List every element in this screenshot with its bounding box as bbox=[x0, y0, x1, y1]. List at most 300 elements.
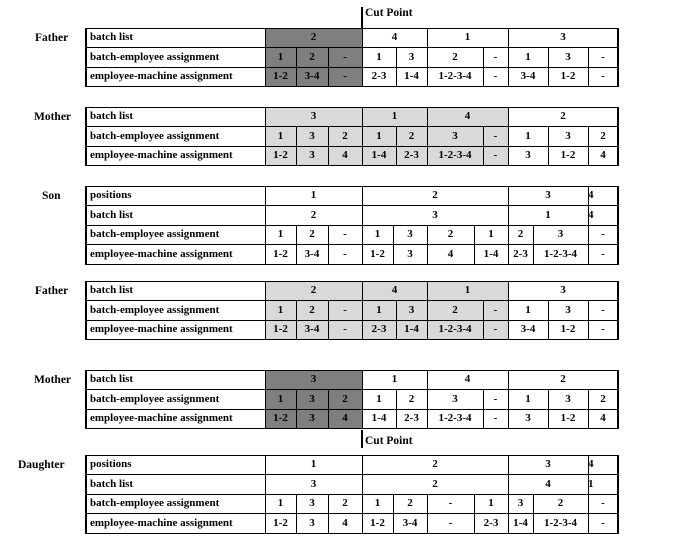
cell-divider bbox=[588, 409, 589, 429]
gene-cell: 1-2 bbox=[548, 409, 588, 429]
cell-divider bbox=[427, 301, 428, 321]
cell-divider bbox=[427, 370, 428, 390]
cell-divider bbox=[328, 225, 329, 245]
gene-cell: 1 bbox=[265, 455, 362, 475]
row-line bbox=[86, 494, 618, 495]
gene-cell: 3-4 bbox=[296, 67, 328, 87]
row-line bbox=[86, 455, 618, 456]
gene-cell: 1-2-3-4 bbox=[427, 146, 483, 166]
cell-divider bbox=[588, 127, 589, 147]
row-header: batch-employee assignment bbox=[90, 129, 220, 142]
gene-cell: 2 bbox=[393, 494, 427, 514]
gene-cell: 3 bbox=[265, 475, 362, 495]
cell-divider bbox=[362, 475, 363, 495]
cell-divider bbox=[362, 301, 363, 321]
cell-divider bbox=[328, 390, 329, 410]
gene-cell: 1-2 bbox=[362, 514, 393, 534]
cell-divider bbox=[508, 281, 509, 301]
gene-cell: - bbox=[483, 409, 508, 429]
header-divider bbox=[265, 186, 266, 206]
cell-divider bbox=[508, 28, 509, 48]
header-divider bbox=[265, 127, 266, 147]
gene-cell: 4 bbox=[588, 146, 618, 166]
gene-cell: 3 bbox=[296, 146, 328, 166]
gene-cell: 2 bbox=[296, 48, 328, 68]
gene-cell: 1 bbox=[474, 494, 508, 514]
cell-divider bbox=[296, 390, 297, 410]
row-line bbox=[86, 281, 618, 282]
gene-cell: 3 bbox=[296, 494, 328, 514]
gene-cell: - bbox=[328, 225, 362, 245]
cell-divider bbox=[508, 455, 509, 475]
table-bottom-line bbox=[86, 86, 618, 87]
header-divider bbox=[265, 455, 266, 475]
cell-divider bbox=[508, 514, 509, 534]
gene-cell: - bbox=[588, 494, 618, 514]
gene-cell: 2 bbox=[427, 225, 474, 245]
table-border bbox=[617, 455, 619, 534]
gene-cell: 1-2 bbox=[548, 67, 588, 87]
gene-cell: 2 bbox=[296, 225, 328, 245]
cell-divider bbox=[548, 146, 549, 166]
row-header: employee-machine assignment bbox=[90, 247, 233, 260]
cell-divider bbox=[483, 390, 484, 410]
gene-cell: 1 bbox=[427, 28, 508, 48]
gene-cell: 1 bbox=[362, 107, 427, 127]
gene-cell: 1-2-3-4 bbox=[533, 514, 588, 534]
cell-divider bbox=[588, 514, 589, 534]
gene-cell: 2 bbox=[427, 301, 483, 321]
row-header: batch list bbox=[90, 208, 134, 221]
cell-divider bbox=[483, 67, 484, 87]
cell-divider bbox=[396, 390, 397, 410]
gene-cell: 3 bbox=[427, 390, 483, 410]
cell-divider bbox=[296, 514, 297, 534]
cell-divider bbox=[508, 409, 509, 429]
row-line bbox=[86, 409, 618, 410]
gene-cell: 3 bbox=[508, 494, 533, 514]
row-header: positions bbox=[90, 189, 132, 202]
header-divider bbox=[265, 409, 266, 429]
gene-cell: 3 bbox=[396, 48, 427, 68]
gene-cell: 1 bbox=[265, 494, 296, 514]
row-line bbox=[86, 146, 618, 147]
header-divider bbox=[265, 67, 266, 87]
gene-cell: 2 bbox=[588, 390, 618, 410]
cell-divider bbox=[533, 245, 534, 265]
gene-cell: 2-3 bbox=[362, 67, 396, 87]
cell-divider bbox=[396, 301, 397, 321]
gene-cell: 4 bbox=[427, 107, 508, 127]
gene-cell: 4 bbox=[328, 146, 362, 166]
cut-point-label: Cut Point bbox=[365, 435, 413, 447]
cell-divider bbox=[362, 206, 363, 226]
gene-cell: 1-2-3-4 bbox=[427, 409, 483, 429]
gene-cell: 4 bbox=[588, 455, 594, 475]
header-divider bbox=[265, 475, 266, 495]
cell-divider bbox=[508, 127, 509, 147]
cell-divider bbox=[548, 48, 549, 68]
individual-label: Son bbox=[42, 190, 61, 202]
cell-divider bbox=[483, 146, 484, 166]
gene-cell: 3 bbox=[508, 281, 618, 301]
gene-cell: 4 bbox=[362, 28, 427, 48]
cell-divider bbox=[508, 67, 509, 87]
gene-cell: - bbox=[588, 48, 618, 68]
cell-divider bbox=[362, 455, 363, 475]
cell-divider bbox=[588, 390, 589, 410]
cell-divider bbox=[427, 146, 428, 166]
gene-cell: 1 bbox=[362, 301, 396, 321]
cell-divider bbox=[296, 48, 297, 68]
cell-divider bbox=[362, 494, 363, 514]
gene-cell: 2 bbox=[265, 28, 362, 48]
cell-divider bbox=[427, 28, 428, 48]
row-line bbox=[86, 474, 618, 475]
gene-cell: - bbox=[328, 67, 362, 87]
gene-cell: 3 bbox=[548, 48, 588, 68]
cell-divider bbox=[328, 409, 329, 429]
cell-divider bbox=[362, 146, 363, 166]
cell-divider bbox=[362, 48, 363, 68]
gene-cell: 4 bbox=[427, 245, 474, 265]
cell-divider bbox=[508, 146, 509, 166]
cell-divider bbox=[427, 107, 428, 127]
gene-cell: 1 bbox=[508, 48, 548, 68]
gene-cell: 1-2 bbox=[265, 514, 296, 534]
cell-divider bbox=[508, 494, 509, 514]
header-divider bbox=[265, 206, 266, 226]
gene-cell: 4 bbox=[508, 475, 588, 495]
cell-divider bbox=[588, 455, 589, 475]
gene-cell: 2 bbox=[396, 390, 427, 410]
individual-label: Mother bbox=[34, 111, 72, 123]
cell-divider bbox=[588, 494, 589, 514]
cell-divider bbox=[328, 146, 329, 166]
cell-divider bbox=[362, 67, 363, 87]
gene-cell: 1-2 bbox=[548, 320, 588, 340]
cell-divider bbox=[508, 475, 509, 495]
row-line bbox=[86, 107, 618, 108]
gene-cell: 2 bbox=[328, 390, 362, 410]
gene-cell: 4 bbox=[328, 409, 362, 429]
cell-divider bbox=[396, 67, 397, 87]
header-divider bbox=[265, 48, 266, 68]
header-divider bbox=[265, 301, 266, 321]
header-divider bbox=[265, 245, 266, 265]
table-bottom-line bbox=[86, 339, 618, 340]
gene-cell: 3 bbox=[296, 514, 328, 534]
cell-divider bbox=[588, 475, 589, 495]
gene-cell: 3 bbox=[362, 206, 508, 226]
individual-label: Father bbox=[35, 32, 69, 44]
gene-cell: 1 bbox=[508, 390, 548, 410]
cell-divider bbox=[588, 67, 589, 87]
row-line bbox=[86, 67, 618, 68]
gene-cell: 3 bbox=[296, 127, 328, 147]
gene-cell: 1-2-3-4 bbox=[533, 245, 588, 265]
cell-divider bbox=[474, 494, 475, 514]
gene-cell: 2 bbox=[427, 48, 483, 68]
row-header: employee-machine assignment bbox=[90, 412, 233, 425]
gene-cell: 4 bbox=[588, 409, 618, 429]
gene-cell: 1 bbox=[362, 48, 396, 68]
gene-cell: 2-3 bbox=[396, 146, 427, 166]
header-divider bbox=[265, 320, 266, 340]
cell-divider bbox=[474, 245, 475, 265]
cell-divider bbox=[393, 514, 394, 534]
table-bottom-line bbox=[86, 165, 618, 166]
cell-divider bbox=[548, 67, 549, 87]
gene-cell: 3 bbox=[393, 225, 427, 245]
cell-divider bbox=[362, 281, 363, 301]
cell-divider bbox=[508, 206, 509, 226]
cell-divider bbox=[508, 245, 509, 265]
gene-cell: 1 bbox=[362, 127, 396, 147]
gene-cell: 3 bbox=[508, 455, 588, 475]
row-header: batch-employee assignment bbox=[90, 303, 220, 316]
gene-cell: - bbox=[483, 320, 508, 340]
gene-cell: 1 bbox=[265, 48, 296, 68]
table-border bbox=[85, 281, 87, 341]
row-header: batch-employee assignment bbox=[90, 497, 220, 510]
gene-cell: 3 bbox=[296, 390, 328, 410]
table-border bbox=[617, 28, 619, 88]
row-line bbox=[86, 205, 618, 206]
gene-cell: 3 bbox=[533, 225, 588, 245]
table-border bbox=[617, 370, 619, 430]
cell-divider bbox=[328, 320, 329, 340]
row-line bbox=[86, 28, 618, 29]
gene-cell: 4 bbox=[588, 186, 594, 206]
gene-cell: - bbox=[328, 301, 362, 321]
cell-divider bbox=[427, 494, 428, 514]
gene-cell: 3 bbox=[265, 370, 362, 390]
cell-divider bbox=[508, 370, 509, 390]
cell-divider bbox=[427, 245, 428, 265]
cell-divider bbox=[588, 225, 589, 245]
table-border bbox=[85, 28, 87, 88]
row-header: batch list bbox=[90, 477, 134, 490]
cell-divider bbox=[362, 225, 363, 245]
gene-cell: 2 bbox=[328, 127, 362, 147]
gene-cell: 3-4 bbox=[393, 514, 427, 534]
gene-cell: 2 bbox=[508, 225, 533, 245]
cell-divider bbox=[296, 245, 297, 265]
individual-label: Father bbox=[35, 285, 69, 297]
gene-cell: 1 bbox=[508, 301, 548, 321]
cell-divider bbox=[396, 409, 397, 429]
cell-divider bbox=[328, 301, 329, 321]
cut-point-line bbox=[361, 430, 363, 448]
gene-cell: - bbox=[588, 514, 618, 534]
table-bottom-line bbox=[86, 533, 618, 534]
cell-divider bbox=[296, 494, 297, 514]
row-line bbox=[86, 244, 618, 245]
row-line bbox=[86, 47, 618, 48]
gene-cell: - bbox=[328, 48, 362, 68]
gene-cell: 1-4 bbox=[396, 320, 427, 340]
cell-divider bbox=[362, 409, 363, 429]
cell-divider bbox=[362, 186, 363, 206]
cell-divider bbox=[483, 320, 484, 340]
gene-cell: - bbox=[483, 301, 508, 321]
cell-divider bbox=[548, 409, 549, 429]
gene-cell: 1 bbox=[508, 127, 548, 147]
cell-divider bbox=[483, 409, 484, 429]
gene-cell: 3 bbox=[548, 127, 588, 147]
cell-divider bbox=[588, 206, 589, 226]
cell-divider bbox=[483, 127, 484, 147]
cell-divider bbox=[588, 48, 589, 68]
gene-cell: 1-4 bbox=[362, 146, 396, 166]
cell-divider bbox=[296, 127, 297, 147]
row-line bbox=[86, 225, 618, 226]
gene-cell: 2-3 bbox=[396, 409, 427, 429]
gene-cell: - bbox=[427, 494, 474, 514]
cell-divider bbox=[508, 390, 509, 410]
gene-cell: 2 bbox=[362, 455, 508, 475]
cell-divider bbox=[393, 494, 394, 514]
table-border bbox=[85, 370, 87, 430]
gene-cell: 2 bbox=[396, 127, 427, 147]
gene-cell: 2 bbox=[328, 494, 362, 514]
gene-cell: 4 bbox=[328, 514, 362, 534]
cell-divider bbox=[474, 225, 475, 245]
header-divider bbox=[265, 225, 266, 245]
cell-divider bbox=[427, 281, 428, 301]
header-divider bbox=[265, 146, 266, 166]
gene-cell: 1-2 bbox=[548, 146, 588, 166]
gene-cell: 1 bbox=[362, 370, 427, 390]
cell-divider bbox=[427, 514, 428, 534]
cell-divider bbox=[533, 514, 534, 534]
row-line bbox=[86, 126, 618, 127]
cell-divider bbox=[296, 67, 297, 87]
gene-cell: 1-2-3-4 bbox=[427, 320, 483, 340]
cell-divider bbox=[362, 370, 363, 390]
cell-divider bbox=[588, 146, 589, 166]
cell-divider bbox=[362, 107, 363, 127]
individual-label: Mother bbox=[34, 374, 72, 386]
row-header: employee-machine assignment bbox=[90, 149, 233, 162]
gene-cell: 1 bbox=[508, 206, 588, 226]
row-header: batch-employee assignment bbox=[90, 50, 220, 63]
gene-cell: 1 bbox=[427, 281, 508, 301]
cell-divider bbox=[362, 320, 363, 340]
gene-cell: 1-2-3-4 bbox=[427, 67, 483, 87]
gene-cell: 2 bbox=[362, 186, 508, 206]
cell-divider bbox=[296, 225, 297, 245]
row-header: employee-machine assignment bbox=[90, 70, 233, 83]
gene-cell: 1-2 bbox=[362, 245, 393, 265]
gene-cell: 3 bbox=[393, 245, 427, 265]
row-header: batch-employee assignment bbox=[90, 392, 220, 405]
cell-divider bbox=[362, 245, 363, 265]
cell-divider bbox=[427, 409, 428, 429]
gene-cell: - bbox=[483, 67, 508, 87]
header-divider bbox=[265, 390, 266, 410]
gene-cell: 3 bbox=[508, 186, 588, 206]
header-divider bbox=[265, 514, 266, 534]
row-header: employee-machine assignment bbox=[90, 516, 233, 529]
gene-cell: 1 bbox=[265, 225, 296, 245]
gene-cell: 1 bbox=[265, 186, 362, 206]
cell-divider bbox=[296, 320, 297, 340]
gene-cell: 2-3 bbox=[362, 320, 396, 340]
cell-divider bbox=[427, 390, 428, 410]
cell-divider bbox=[588, 301, 589, 321]
cut-point-label: Cut Point bbox=[365, 7, 413, 19]
cell-divider bbox=[588, 245, 589, 265]
gene-cell: 1 bbox=[588, 475, 594, 495]
cell-divider bbox=[427, 225, 428, 245]
gene-cell: 3 bbox=[548, 301, 588, 321]
row-header: batch-employee assignment bbox=[90, 228, 220, 241]
table-border bbox=[85, 186, 87, 265]
cell-divider bbox=[533, 225, 534, 245]
cell-divider bbox=[393, 225, 394, 245]
cell-divider bbox=[393, 245, 394, 265]
table-border bbox=[85, 455, 87, 534]
gene-cell: 1-2 bbox=[265, 67, 296, 87]
gene-cell: 2 bbox=[265, 206, 362, 226]
cell-divider bbox=[548, 390, 549, 410]
header-divider bbox=[265, 107, 266, 127]
cell-divider bbox=[508, 225, 509, 245]
gene-cell: - bbox=[483, 390, 508, 410]
cell-divider bbox=[362, 127, 363, 147]
header-divider bbox=[265, 370, 266, 390]
cell-divider bbox=[427, 320, 428, 340]
cell-divider bbox=[328, 67, 329, 87]
gene-cell: 1 bbox=[362, 225, 393, 245]
gene-cell: 3-4 bbox=[296, 320, 328, 340]
gene-cell: 3 bbox=[265, 107, 362, 127]
row-line bbox=[86, 389, 618, 390]
gene-cell: - bbox=[427, 514, 474, 534]
gene-cell: 1-2 bbox=[265, 245, 296, 265]
row-header: batch list bbox=[90, 110, 134, 123]
gene-cell: 3 bbox=[508, 409, 548, 429]
row-header: positions bbox=[90, 458, 132, 471]
row-line bbox=[86, 370, 618, 371]
row-header: batch list bbox=[90, 373, 134, 386]
cell-divider bbox=[362, 390, 363, 410]
gene-cell: 2 bbox=[296, 301, 328, 321]
row-header: employee-machine assignment bbox=[90, 323, 233, 336]
table-border bbox=[617, 107, 619, 167]
cell-divider bbox=[296, 146, 297, 166]
row-line bbox=[86, 320, 618, 321]
gene-cell: 2-3 bbox=[474, 514, 508, 534]
gene-cell: - bbox=[328, 245, 362, 265]
cell-divider bbox=[328, 494, 329, 514]
gene-cell: 3 bbox=[396, 301, 427, 321]
cell-divider bbox=[508, 48, 509, 68]
cell-divider bbox=[548, 301, 549, 321]
header-divider bbox=[265, 28, 266, 48]
gene-cell: - bbox=[588, 67, 618, 87]
gene-cell: - bbox=[483, 127, 508, 147]
header-divider bbox=[265, 281, 266, 301]
gene-cell: 1 bbox=[265, 127, 296, 147]
table-bottom-line bbox=[86, 428, 618, 429]
cell-divider bbox=[362, 514, 363, 534]
cell-divider bbox=[396, 48, 397, 68]
cell-divider bbox=[328, 127, 329, 147]
table-bottom-line bbox=[86, 264, 618, 265]
